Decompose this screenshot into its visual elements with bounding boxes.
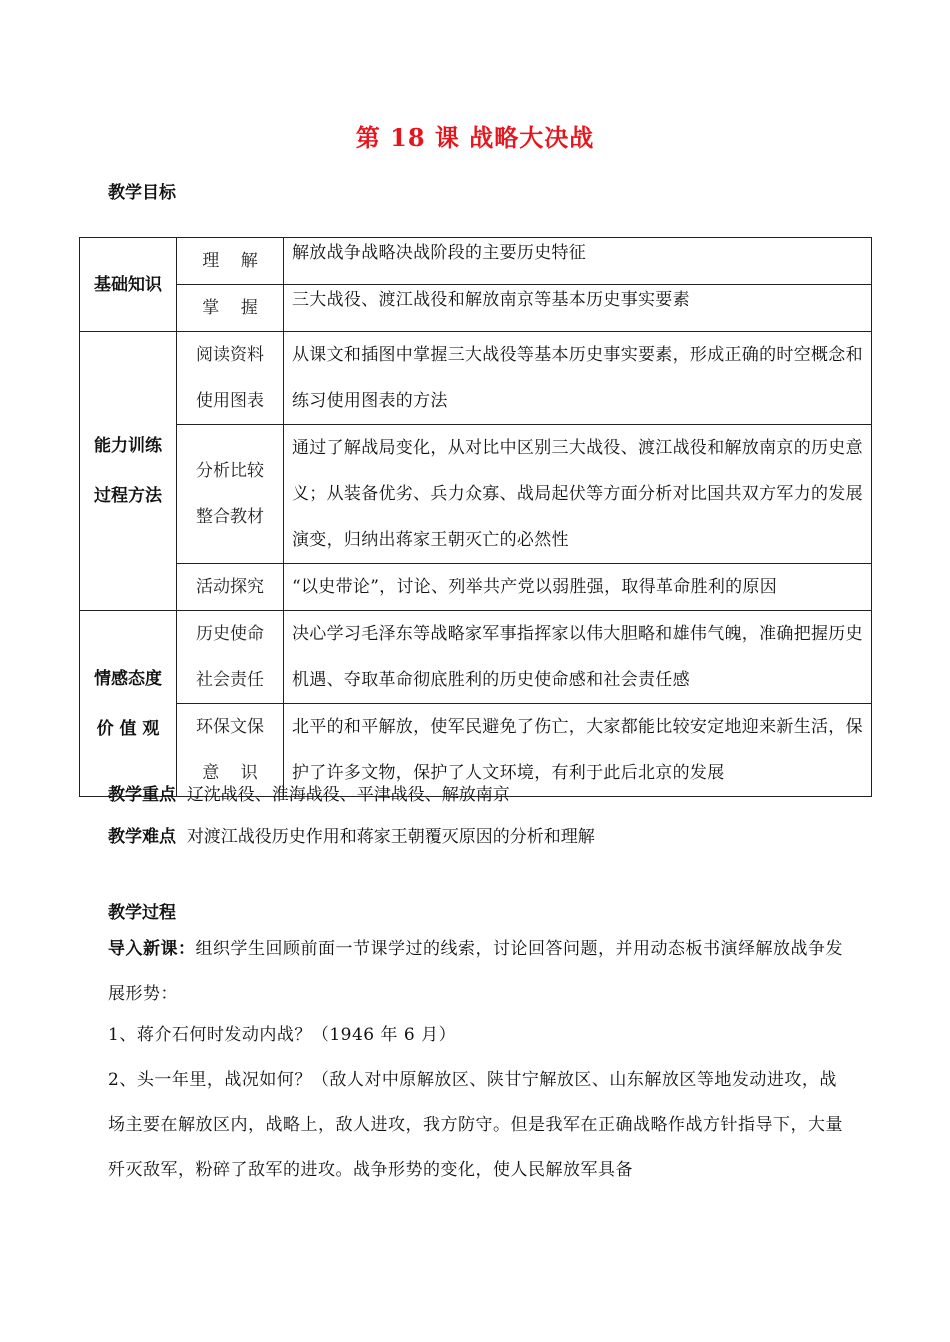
table-row [80, 238, 872, 285]
sub-category [177, 611, 284, 704]
difficulties-label: 教学难点 [108, 827, 176, 847]
question-2: 2、头一年里，战况如何？（敌人对中原解放区、陕甘宁解放区、山东解放区等地发动进攻，战场主要在解放区内，战略上，敌人进攻，我方防守。但是我军在正确战略作战方针指导下，大量歼灭敌军，粉碎了敌军的进攻。战争形势的变化，使人民解放军具备 [108, 1070, 843, 1180]
objectives-table [79, 237, 872, 797]
key-points [108, 787, 848, 804]
description-cell: 从课文和插图中掌握三大战役等基本历史事实要素，形成正确的时空概念和练习使用图表的方法 [284, 332, 872, 425]
category-label: 情感态度 [94, 668, 162, 689]
table-row [80, 704, 872, 797]
table-row [80, 285, 872, 332]
category-basic: 基础知识 [80, 238, 177, 332]
question-1: 1、蒋介石何时发动内战？（1946 年 6 月） [108, 1025, 457, 1045]
description-cell: “以史带论”，讨论、列举共产党以弱胜强，取得革命胜利的原因 [284, 564, 872, 611]
description-cell: 通过了解战局变化，从对比中区别三大战役、渡江战役和解放南京的历史意义；从装备优劣、兵力众寡、战局起伏等方面分析对比国共双方军力的发展演变，归纳出蒋家王朝灭亡的必然性 [284, 425, 872, 564]
table-row [80, 332, 872, 425]
key-points-label: 教学重点 [108, 785, 176, 805]
sub-label: 阅读资料 [196, 345, 264, 365]
description-cell: 决心学习毛泽东等战略家军事指挥家以伟大胆略和雄伟气魄，准确把握历史机遇、夺取革命彻底胜利的历史使命感和社会责任感 [284, 611, 872, 704]
intro-text: 组织学生回顾前面一节课学过的线索，讨论回答问题，并用动态板书演绎解放战争发展形势： [108, 939, 843, 1004]
category-ability [80, 332, 177, 611]
sub-category: 掌 握 [177, 285, 284, 332]
sub-category: 活动探究 [177, 564, 284, 611]
difficulties-text: 对渡江战役历史作用和蒋家王朝覆灭原因的分析和理解 [186, 827, 595, 847]
sub-label: 使用图表 [196, 391, 264, 411]
description-cell: 三大战役、渡江战役和解放南京等基本历史事实要素 [284, 285, 872, 332]
table-row [80, 611, 872, 704]
key-points-text: 辽沈战役、淮海战役、平津战役、解放南京 [186, 785, 510, 805]
sub-label: 历史使命 [196, 624, 264, 644]
process-heading: 教学过程 [108, 903, 176, 923]
category-label: 过程方法 [94, 486, 162, 506]
sub-category [177, 704, 284, 797]
table-row [80, 564, 872, 611]
intro-label: 导入新课： [108, 939, 196, 959]
category-emotion [80, 611, 177, 797]
sub-label: 整合教材 [196, 507, 264, 527]
category-label: 能力训练 [94, 436, 162, 456]
sub-category [177, 425, 284, 564]
description-cell: 北平的和平解放，使军民避免了伤亡，大家都能比较安定地迎来新生活，保护了许多文物，保护了人文环境，有利于此后北京的发展 [284, 704, 872, 797]
sub-category [177, 332, 284, 425]
sub-category: 理 解 [177, 238, 284, 285]
sub-label: 环保文保 [196, 717, 264, 737]
sub-label: 社会责任 [196, 670, 264, 690]
objectives-heading: 教学目标 [108, 183, 176, 203]
difficulties [108, 829, 848, 846]
sub-label: 分析比较 [196, 461, 264, 481]
sub-label: 意 识 [202, 763, 258, 783]
description-cell: 解放战争战略决战阶段的主要历史特征 [284, 238, 872, 285]
category-label: 价 值 观 [96, 718, 160, 739]
intro-paragraph [108, 927, 848, 1017]
table-row [80, 425, 872, 564]
lesson-title: 第 18 课 战略大决战 [355, 123, 595, 152]
